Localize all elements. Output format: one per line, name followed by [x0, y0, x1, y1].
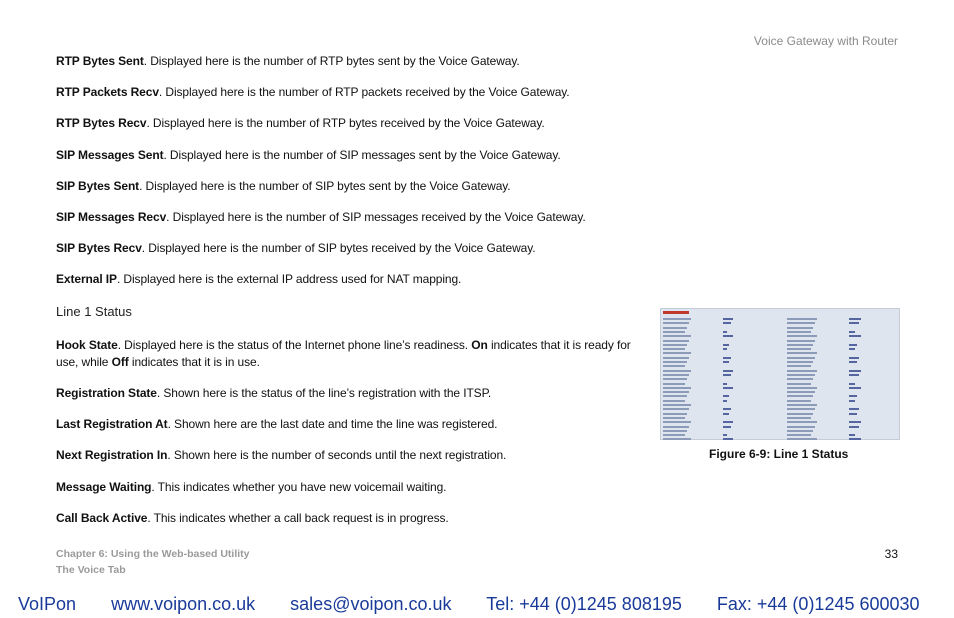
figure-cell: [663, 344, 687, 346]
figure-cell: [787, 417, 811, 419]
figure-cell: [849, 438, 861, 440]
figure-cell: [787, 318, 817, 320]
figure-cell: [663, 421, 691, 423]
figure-cell: [663, 318, 691, 320]
figure-cell: [849, 370, 861, 372]
figure-cell: [723, 408, 731, 410]
figure-cell: [663, 400, 685, 402]
figure-cell: [663, 327, 687, 329]
figure-cell: [723, 387, 733, 389]
figure-cell: [849, 361, 857, 363]
figure-cell: [663, 404, 691, 406]
figure-cell: [787, 370, 817, 372]
figure-cell: [849, 348, 855, 350]
figure-cell: [723, 348, 727, 350]
description: . Displayed here is the number of SIP messages sent by the Voice Gateway.: [163, 148, 561, 162]
para-external-ip: [56, 271, 461, 288]
figure-cell: [787, 340, 815, 342]
term: SIP Messages Recv: [56, 210, 167, 224]
figure-cell: [663, 417, 685, 419]
description: . Displayed here is the number of RTP bytes sent by the Voice Gateway.: [143, 54, 520, 68]
description: . This indicates whether you have new voicemail waiting.: [151, 480, 447, 494]
footer-section: The Voice Tab: [56, 564, 126, 576]
figure-cell: [723, 335, 733, 337]
description: . Displayed here is the number of RTP bytes received by the Voice Gateway.: [146, 116, 545, 130]
figure-cell: [849, 322, 859, 324]
term: Next Registration In: [56, 448, 168, 462]
figure-cell: [787, 348, 811, 350]
figure-cell: [787, 357, 815, 359]
figure-cell: [787, 378, 813, 380]
figure-cell: [723, 357, 731, 359]
figure-cell: [723, 331, 727, 333]
para-sip-messages-sent: [56, 147, 561, 164]
figure-cell: [663, 361, 687, 363]
figure-cell: [723, 395, 729, 397]
figure-cell: [787, 327, 813, 329]
figure-cell: [787, 335, 817, 337]
fax: Fax: +44 (0)1245 600030: [716, 594, 920, 614]
figure-cell: [787, 383, 811, 385]
off-keyword: Off: [111, 355, 129, 369]
description: . Displayed here is the number of SIP bytes received by the Voice Gateway.: [141, 241, 536, 255]
figure-cell: [663, 413, 687, 415]
para-rtp-bytes-sent: [56, 53, 520, 70]
figure-cell: [723, 318, 733, 320]
figure-cell: [663, 352, 691, 354]
term: SIP Bytes Recv: [56, 241, 142, 255]
term: Last Registration At: [56, 417, 168, 431]
figure-cell: [663, 434, 685, 436]
figure-caption: Figure 6-9: Line 1 Status: [709, 447, 849, 461]
figure-cell: [849, 335, 861, 337]
description: . Shown here is the status of the line’s registration with the ITSP.: [156, 386, 492, 400]
figure-cell: [849, 344, 857, 346]
figure-cell: [849, 413, 857, 415]
figure-cell: [723, 426, 731, 428]
figure-cell: [787, 391, 815, 393]
term: SIP Messages Sent: [56, 148, 164, 162]
figure-cell: [663, 383, 685, 385]
figure-cell: [787, 400, 811, 402]
figure-cell: [849, 426, 859, 428]
figure-cell: [663, 395, 687, 397]
para-rtp-bytes-recv: [56, 115, 545, 132]
figure-cell: [663, 430, 687, 432]
para-sip-bytes-recv: [56, 240, 535, 257]
description: . This indicates whether a call back request is in progress.: [147, 511, 449, 525]
term: Call Back Active: [56, 511, 148, 525]
page-number: 33: [884, 547, 898, 561]
description: . Displayed here is the status of the Internet phone line’s readiness.: [117, 338, 472, 352]
email-link[interactable]: sales@voipon.co.uk: [290, 594, 452, 614]
telephone: Tel: +44 (0)1245 808195: [486, 594, 682, 614]
figure-cell: [787, 344, 813, 346]
term: RTP Packets Recv: [56, 85, 159, 99]
figure-cell: [663, 391, 689, 393]
description: . Displayed here is the external IP address used for NAT mapping.: [116, 272, 462, 286]
on-keyword: On: [471, 338, 488, 352]
figure-cell: [723, 361, 729, 363]
figure-cell: [723, 413, 729, 415]
figure-row: [661, 437, 899, 441]
figure-cell: [663, 408, 689, 410]
section-title: Line 1 Status: [56, 304, 132, 319]
figure-cell: [663, 378, 687, 380]
description: . Displayed here is the number of SIP messages received by the Voice Gateway.: [166, 210, 586, 224]
figure-cell: [787, 395, 813, 397]
description: . Displayed here is the number of RTP packets received by the Voice Gateway.: [158, 85, 570, 99]
figure-cell: [849, 434, 855, 436]
figure-cell: [663, 438, 691, 440]
figure-cell: [849, 331, 855, 333]
figure-cell: [849, 408, 859, 410]
term: Registration State: [56, 386, 157, 400]
description: . Shown here is the number of seconds until the next registration.: [167, 448, 507, 462]
para-next-registration-in: [56, 447, 506, 464]
para-hook-state: [56, 337, 650, 371]
figure-cell: [663, 370, 691, 372]
figure-cell: [849, 318, 861, 320]
para-registration-state: [56, 385, 491, 402]
para-message-waiting: [56, 479, 446, 496]
running-header: Voice Gateway with Router: [753, 34, 898, 48]
figure-cell: [849, 357, 859, 359]
figure-cell: [787, 387, 817, 389]
figure-cell: [663, 426, 689, 428]
para-last-registration-at: [56, 416, 497, 433]
figure-cell: [723, 344, 729, 346]
figure-cell: [849, 387, 861, 389]
figure-cell: [787, 408, 815, 410]
figure-cell: [663, 322, 689, 324]
figure-cell: [787, 438, 817, 440]
para-sip-messages-recv: [56, 209, 586, 226]
figure-cell: [723, 374, 731, 376]
figure-cell: [663, 335, 691, 337]
figure-cell: [723, 434, 727, 436]
term: Message Waiting: [56, 480, 152, 494]
para-rtp-packets-recv: [56, 84, 570, 101]
figure-cell: [787, 434, 811, 436]
figure-cell: [787, 426, 815, 428]
figure-cell: [787, 430, 813, 432]
para-call-back-active: [56, 510, 449, 527]
figure-cell: [787, 365, 811, 367]
figure-cell: [663, 357, 689, 359]
figure-cell: [723, 400, 727, 402]
figure-cell: [787, 352, 817, 354]
description: . Shown here are the last date and time the line was registered.: [167, 417, 498, 431]
description: . Displayed here is the number of SIP bytes sent by the Voice Gateway.: [139, 179, 511, 193]
website-link[interactable]: www.voipon.co.uk: [111, 594, 256, 614]
figure-cell: [663, 340, 689, 342]
company-name: VoIPon: [18, 594, 77, 614]
footer-chapter: Chapter 6: Using the Web-based Utility: [56, 548, 250, 560]
figure-cell: [723, 421, 733, 423]
figure-cell: [663, 348, 685, 350]
line1-status-screenshot: [660, 308, 900, 440]
term: RTP Bytes Sent: [56, 54, 144, 68]
figure-cell: [787, 413, 813, 415]
figure-cell: [723, 383, 727, 385]
figure-cell: [849, 421, 861, 423]
figure-cell: [849, 400, 855, 402]
figure-cell: [663, 365, 685, 367]
term: External IP: [56, 272, 117, 286]
term: SIP Bytes Sent: [56, 179, 140, 193]
figure-cell: [663, 374, 689, 376]
figure-cell: [849, 374, 859, 376]
figure-cell: [787, 331, 811, 333]
figure-cell: [723, 438, 733, 440]
para-sip-bytes-sent: [56, 178, 511, 195]
figure-cell: [663, 331, 685, 333]
figure-cell: [849, 395, 857, 397]
description-2: indicates that it is ready for use, while: [56, 338, 631, 369]
figure-cell: [723, 370, 733, 372]
figure-cell: [787, 361, 813, 363]
term: Hook State: [56, 338, 118, 352]
figure-cell: [787, 322, 815, 324]
term: RTP Bytes Recv: [56, 116, 147, 130]
figure-heading-mark: [663, 311, 689, 314]
description-3: indicates that it is in use.: [128, 355, 260, 369]
figure-cell: [663, 387, 691, 389]
figure-cell: [849, 383, 855, 385]
contact-bar: [18, 594, 920, 615]
figure-cell: [787, 374, 815, 376]
figure-cell: [787, 404, 817, 406]
figure-cell: [723, 322, 731, 324]
figure-cell: [787, 421, 817, 423]
